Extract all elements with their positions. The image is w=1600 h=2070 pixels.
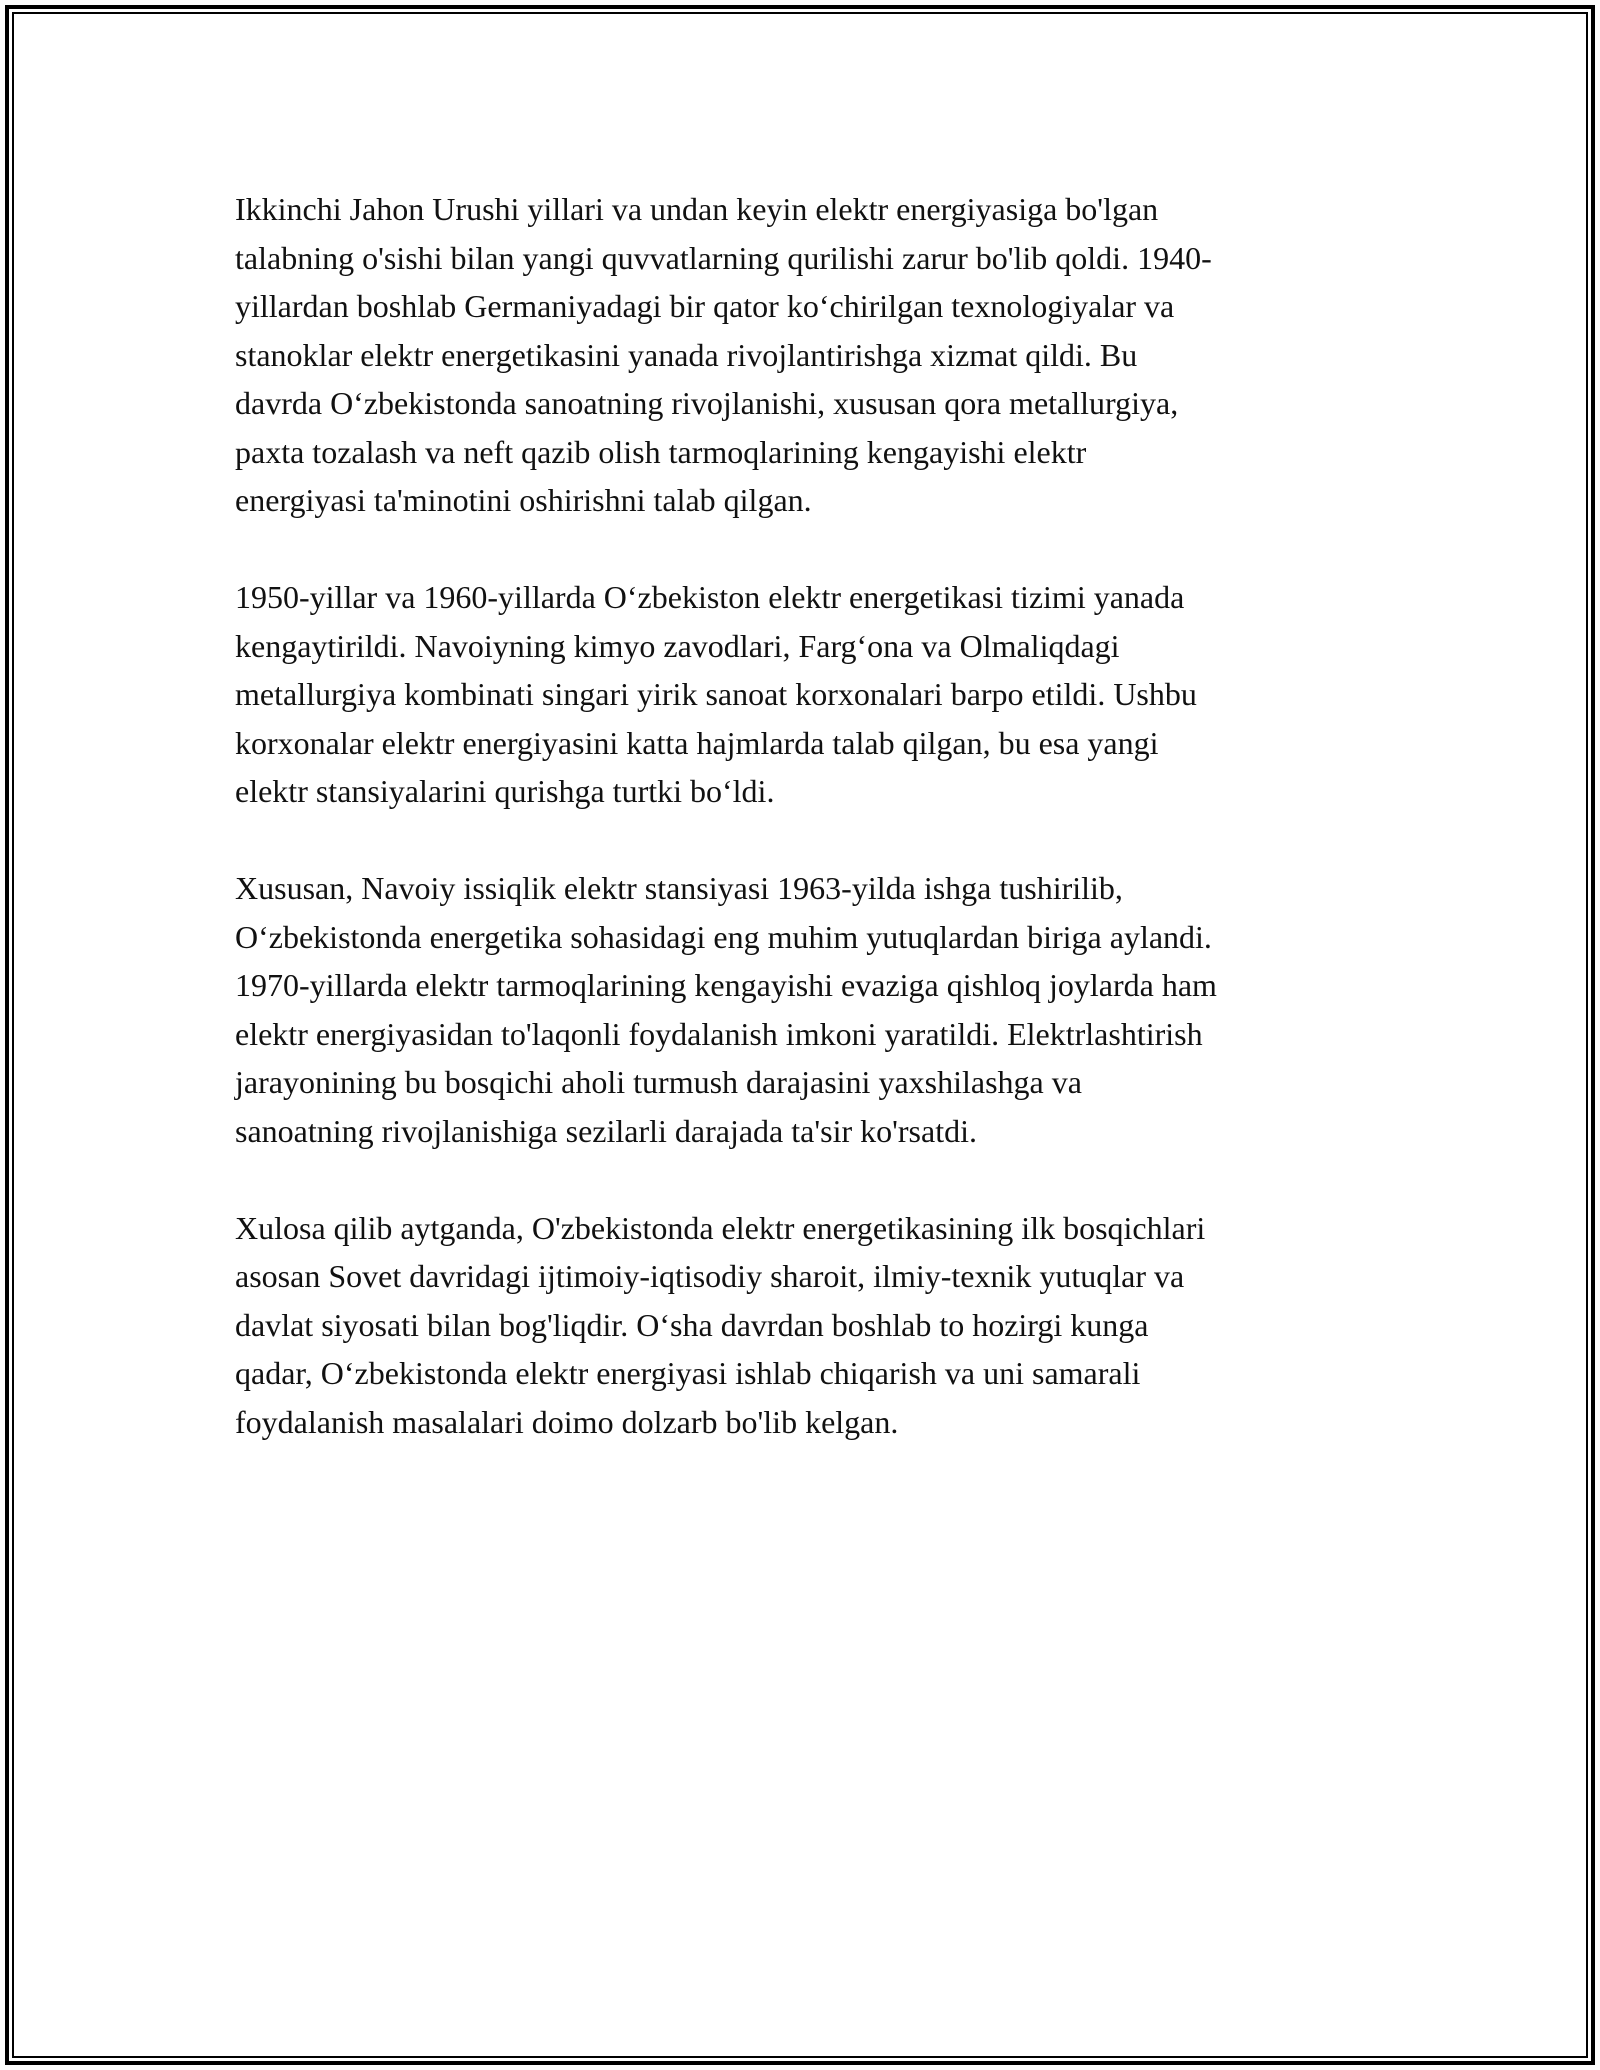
paragraph-1 xyxy=(235,185,1365,525)
text-line: metallurgiya kombinati singari yirik sanoat korxonalari barpo etildi. Ushbu xyxy=(235,676,1197,712)
document-body xyxy=(235,185,1365,1495)
text-line: davlat siyosati bilan bog'liqdir. Oʻsha davrdan boshlab to hozirgi kunga xyxy=(235,1306,1149,1343)
text-line: energiyasi ta'minotini oshirishni talab qilgan. xyxy=(235,482,812,518)
text-line: Xususan, Navoiy issiqlik elektr stansiyasi 1963-yilda ishga tushirilib, xyxy=(235,870,1123,906)
text-line: davrda Oʻzbekistonda sanoatning rivojlanishi, xususan qora metallurgiya, xyxy=(235,385,1179,421)
text-line: elektr energiyasidan to'laqonli foydalanish imkoni yaratildi. Elektrlashtirish xyxy=(235,1015,1203,1052)
text-line: stanoklar elektr energetikasini yanada rivojlantirishga xizmat qildi. Bu xyxy=(235,336,1138,373)
text-line: elektr stansiyalarini qurishga turtki boʻldi. xyxy=(235,773,775,809)
text-line: paxta tozalash va neft qazib olish tarmoqlarining kengayishi elektr xyxy=(235,433,1087,470)
text-line: asosan Sovet davridagi ijtimoiy-iqtisodiy sharoit, ilmiy-texnik yutuqlar va xyxy=(235,1258,1185,1294)
text-line: Oʻzbekistonda energetika sohasidagi eng muhim yutuqlardan biriga aylandi. xyxy=(235,918,1212,955)
text-line: kengaytirildi. Navoiyning kimyo zavodlari, Fargʻona va Olmaliqdagi xyxy=(235,627,1120,664)
text-line: 1970-yillarda elektr tarmoqlarining kengayishi evaziga qishloq joylarda ham xyxy=(235,967,1217,1003)
text-line: Xulosa qilib aytganda, O'zbekistonda elektr energetikasining ilk bosqichlari xyxy=(235,1209,1206,1246)
text-line: talabning o'sishi bilan yangi quvvatlarning qurilishi zarur bo'lib qoldi. 1940- xyxy=(235,239,1212,276)
text-line: 1950-yillar va 1960-yillarda Oʻzbekiston elektr energetikasi tizimi yanada xyxy=(235,579,1185,615)
text-line: jarayonining bu bosqichi aholi turmush darajasini yaxshilashga va xyxy=(235,1064,1082,1100)
paragraph-4 xyxy=(235,1204,1365,1447)
text-line: yillardan boshlab Germaniyadagi bir qator koʻchirilgan texnologiyalar va xyxy=(235,288,1175,324)
text-line: sanoatning rivojlanishiga sezilarli darajada ta'sir ko'rsatdi. xyxy=(235,1112,977,1149)
text-line: foydalanish masalalari doimo dolzarb bo'lib kelgan. xyxy=(235,1403,899,1440)
paragraph-2 xyxy=(235,573,1365,816)
text-line: qadar, Oʻzbekistonda elektr energiyasi ishlab chiqarish va uni samarali xyxy=(235,1355,1141,1391)
text-line: korxonalar elektr energiyasini katta hajmlarda talab qilgan, bu esa yangi xyxy=(235,724,1159,761)
text-line: Ikkinchi Jahon Urushi yillari va undan keyin elektr energiyasiga bo'lgan xyxy=(235,191,1159,227)
paragraph-3 xyxy=(235,864,1365,1155)
